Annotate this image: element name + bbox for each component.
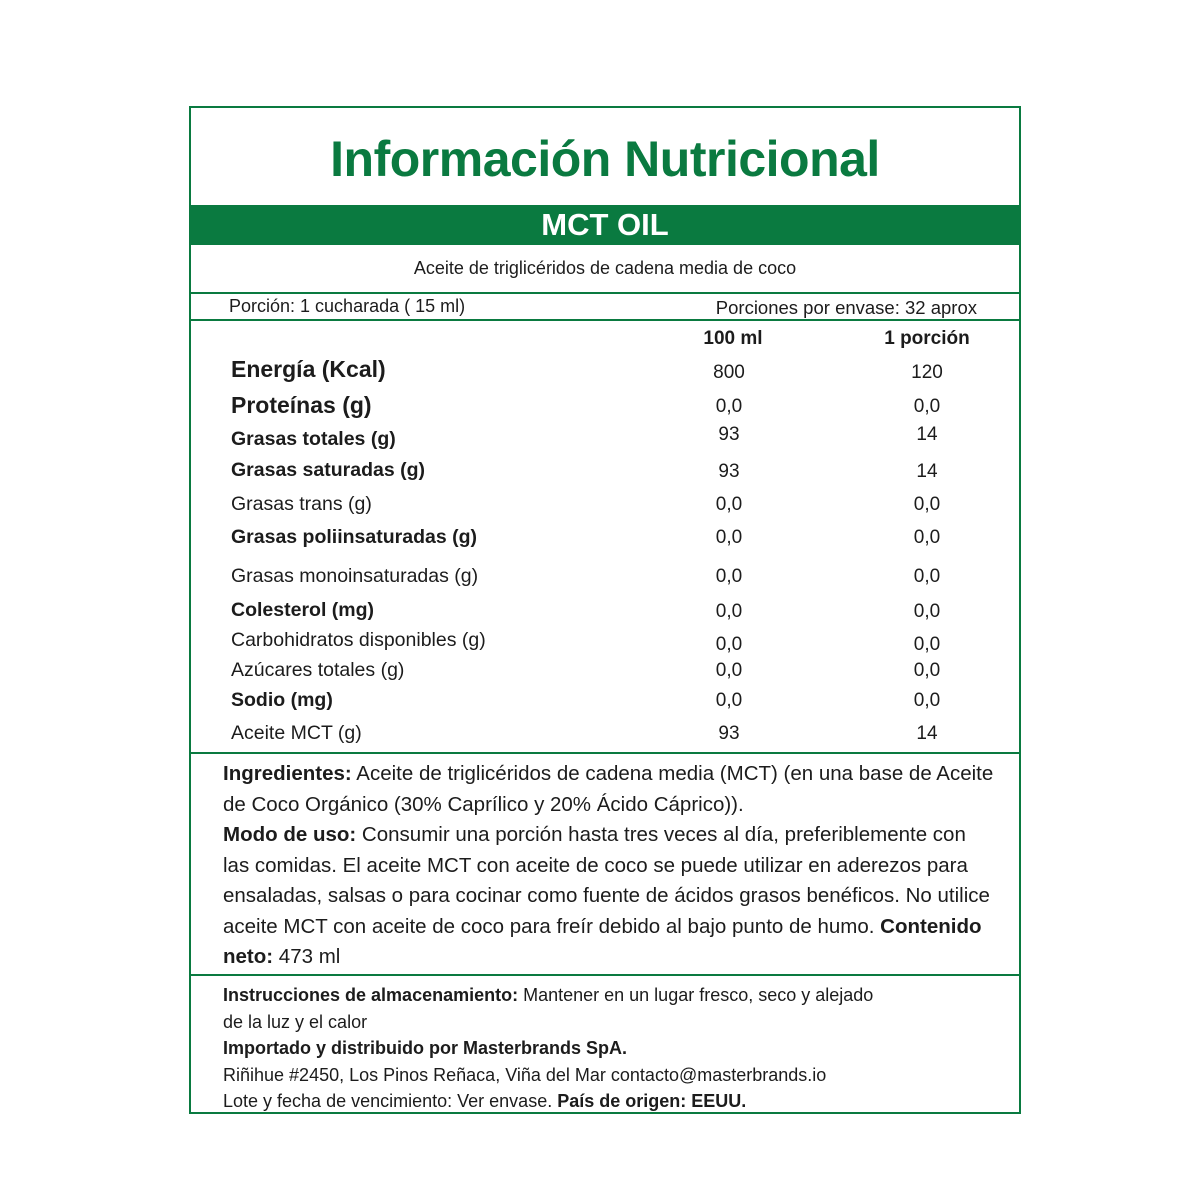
nutrient-label: Azúcares totales (g) xyxy=(231,659,405,681)
nutrition-label xyxy=(189,106,1021,1114)
column-header-per100: 100 ml xyxy=(703,328,763,349)
nutrient-label: Grasas monoinsaturadas (g) xyxy=(231,565,479,587)
ingredients-text: Aceite de triglicéridos de cadena media (MCT) (en una base de Aceite de Coco Orgánico (30% Caprílico y 20% Ácido Cáprico)). xyxy=(223,762,994,816)
nutrient-label: Colesterol (mg) xyxy=(231,599,375,621)
storage-label: Instrucciones de almacenamiento: xyxy=(223,985,519,1005)
usage-label: Modo de uso: xyxy=(223,823,357,846)
nutrient-label: Carbohidratos disponibles (g) xyxy=(231,629,486,651)
importer: Importado y distribuido por Masterbrands SpA. xyxy=(223,1038,628,1058)
lot-text: Lote y fecha de vencimiento: Ver envase. xyxy=(223,1091,558,1111)
net-content-value: 473 ml xyxy=(273,945,341,968)
nutrient-value-per100: 0,0 xyxy=(715,660,743,681)
nutrient-value-per100: 0,0 xyxy=(715,601,743,622)
column-header-per-portion: 1 porción xyxy=(884,328,970,349)
nutrient-value-per-portion: 14 xyxy=(916,461,938,482)
product-description: Aceite de triglicéridos de cadena media de coco xyxy=(413,258,797,278)
ingredients-section xyxy=(223,759,997,820)
nutrient-value-per-portion: 0,0 xyxy=(913,601,941,622)
nutrient-label: Energía (Kcal) xyxy=(231,356,386,382)
nutrient-value-per-portion: 0,0 xyxy=(913,527,941,548)
divider xyxy=(191,752,1019,754)
origin-text: País de origen: EEUU. xyxy=(557,1091,747,1111)
usage-section xyxy=(223,820,997,973)
nutrient-value-per100: 93 xyxy=(718,723,740,744)
nutrient-value-per-portion: 14 xyxy=(916,723,938,744)
lot-origin-line xyxy=(223,1088,997,1115)
servings-per-container: Porciones por envase: 32 aprox xyxy=(715,297,977,318)
nutrient-value-per100: 800 xyxy=(713,362,745,383)
nutrient-value-per100: 0,0 xyxy=(715,690,743,711)
nutrient-value-per-portion: 0,0 xyxy=(913,660,941,681)
label-title: Información Nutricional xyxy=(330,131,880,187)
storage-section xyxy=(223,982,997,1115)
nutrient-value-per-portion: 0,0 xyxy=(913,566,941,587)
net-content-label: Contenido neto: xyxy=(223,914,982,968)
nutrient-value-per-portion: 0,0 xyxy=(913,634,941,655)
nutrient-label: Aceite MCT (g) xyxy=(231,722,362,744)
nutrient-label: Grasas saturadas (g) xyxy=(231,459,426,481)
serving-size: Porción: 1 cucharada ( 15 ml) xyxy=(229,296,466,316)
divider xyxy=(191,319,1019,321)
usage-text: Consumir una porción hasta tres veces al día, preferiblemente con las comidas. El aceite MCT con aceite de coco se puede utilizar en aderezos para ensaladas, salsas o para cocinar como fuente de ácidos grasos benéficos. No utilice aceite MCT con aceite de coco para freír debido al bajo punto de humo. xyxy=(223,823,990,938)
divider xyxy=(191,974,1019,976)
product-name-band: MCT OIL xyxy=(191,205,1019,245)
nutrient-value-per-portion: 0,0 xyxy=(913,396,941,417)
storage-line xyxy=(223,982,997,1009)
importer-address: Riñihue #2450, Los Pinos Reñaca, Viña del Mar contacto@masterbrands.io xyxy=(223,1064,827,1085)
divider xyxy=(191,292,1019,294)
nutrient-label: Proteínas (g) xyxy=(231,392,372,418)
nutrient-value-per-portion: 120 xyxy=(911,362,943,383)
nutrient-label: Grasas poliinsaturadas (g) xyxy=(231,526,477,548)
nutrient-label: Grasas totales (g) xyxy=(231,428,396,450)
nutrient-value-per100: 0,0 xyxy=(715,396,743,417)
nutrient-value-per100: 93 xyxy=(718,424,740,445)
nutrient-value-per100: 0,0 xyxy=(715,634,743,655)
nutrient-label: Grasas trans (g) xyxy=(231,493,372,515)
nutrient-label: Sodio (mg) xyxy=(231,689,333,711)
nutrient-value-per-portion: 0,0 xyxy=(913,690,941,711)
nutrient-value-per-portion: 0,0 xyxy=(913,494,941,515)
ingredients-label: Ingredientes: xyxy=(223,762,352,785)
storage-line-2: de la luz y el calor xyxy=(223,1011,368,1032)
nutrient-value-per100: 0,0 xyxy=(715,494,743,515)
nutrient-value-per-portion: 14 xyxy=(916,424,938,445)
nutrient-value-per100: 0,0 xyxy=(715,527,743,548)
nutrient-value-per100: 93 xyxy=(718,461,740,482)
storage-text: Mantener en un lugar fresco, seco y alejado xyxy=(518,985,874,1005)
nutrient-value-per100: 0,0 xyxy=(715,566,743,587)
